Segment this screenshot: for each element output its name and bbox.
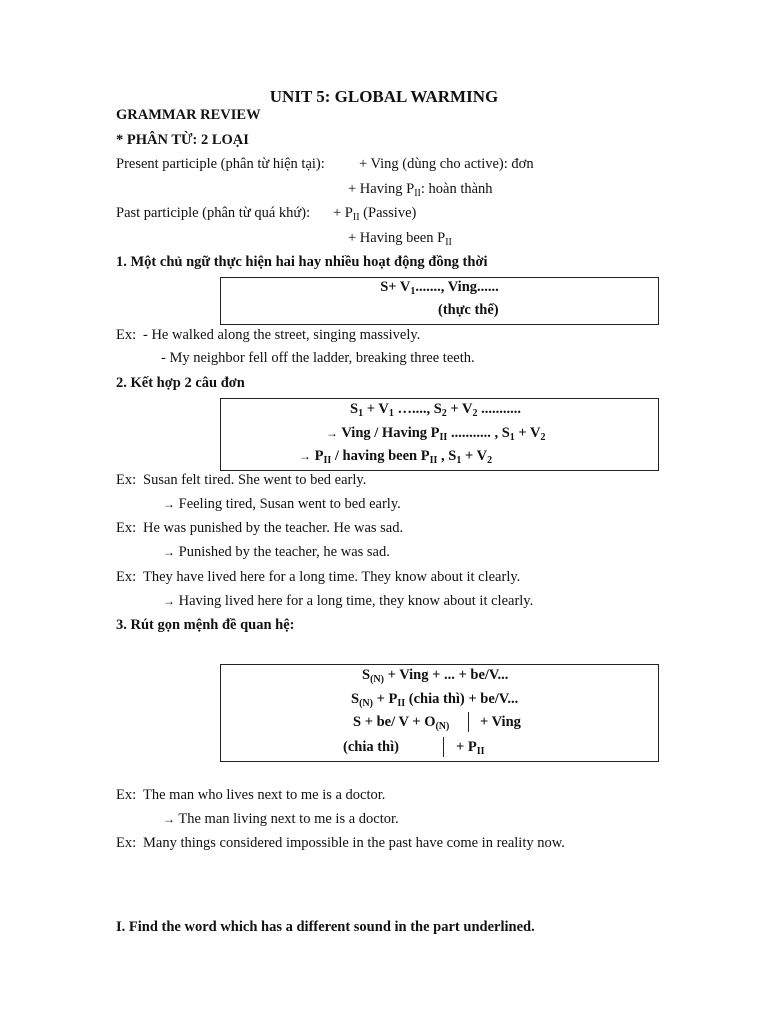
subscript: 1 — [388, 408, 394, 419]
exercise-heading: I. Find the word which has a different sound in the part underlined. — [116, 919, 535, 935]
section2-ex2-result — [163, 543, 390, 561]
text: The man living next to me is a doctor. — [178, 811, 399, 827]
section3-ex1-sentence: The man who lives next to me is a doctor. — [143, 787, 386, 803]
text: Feeling tired, Susan went to bed early. — [178, 496, 401, 512]
subscript: 2 — [472, 408, 478, 419]
text: + V — [363, 401, 389, 417]
past-participle-line2 — [348, 229, 452, 249]
subscript: II — [439, 432, 448, 443]
subscript: II — [414, 188, 421, 199]
text: …...., S — [393, 401, 442, 417]
section3-formula-row1 — [362, 666, 508, 686]
subscript: 1 — [410, 286, 416, 297]
subscript: (N) — [359, 698, 373, 709]
text: / having been P — [331, 448, 430, 464]
divider-bar-upper — [468, 712, 469, 732]
subscript: 2 — [487, 455, 493, 466]
subscript: II — [323, 455, 332, 466]
text: S + be/ V + O — [353, 714, 436, 730]
section1-ex-label: Ex: — [116, 327, 137, 343]
section2-formula-box — [220, 398, 659, 471]
section3-formula-box — [220, 664, 659, 762]
section1-formula-box — [220, 277, 659, 325]
subscript: II — [445, 237, 452, 248]
text: , S — [437, 448, 457, 464]
subscript: (N) — [370, 674, 384, 685]
section1-heading: 1. Một chủ ngữ thực hiện hai hay nhiều hoạt động đồng thời — [116, 254, 488, 270]
section3-formula-row2 — [351, 690, 518, 710]
section2-ex3-result — [163, 592, 533, 610]
text: S — [350, 401, 359, 417]
past-participle-label: Past participle (phân từ quá khứ): — [116, 205, 311, 221]
arrow-icon: → — [299, 449, 311, 463]
section2-ex2-sentence: He was punished by the teacher. He was sad. — [143, 520, 404, 536]
text: ......., Ving...... — [415, 279, 499, 295]
text: S+ V — [380, 279, 411, 295]
section2-ex3-sentence: They have lived here for a long time. They know about it clearly. — [143, 569, 521, 585]
section2-ex2-label: Ex: — [116, 520, 137, 536]
section1-example-2: - My neighbor fell off the ladder, breaking three teeth. — [161, 350, 475, 366]
subscript: II — [352, 212, 360, 223]
text: Ving / Having P — [338, 425, 440, 441]
text: Having lived here for a long time, they know about it clearly. — [178, 593, 534, 609]
text: ........... , S — [447, 425, 510, 441]
section2-formula-row1 — [350, 400, 521, 420]
text: ........... — [477, 401, 521, 417]
subscript: 1 — [358, 408, 364, 419]
section3-heading: 3. Rút gọn mệnh đề quan hệ: — [116, 617, 295, 633]
text: + P — [333, 205, 353, 221]
text: + Ving + ... + be/V... — [383, 667, 509, 683]
arrow-icon: → — [163, 497, 175, 511]
subscript: (N) — [435, 721, 450, 732]
section1-formula — [221, 278, 658, 298]
section2-formula-row3 — [299, 447, 492, 467]
arrow-icon: → — [163, 812, 175, 826]
section3-formula-row3 — [353, 713, 449, 733]
subscript: 2 — [540, 432, 546, 443]
section3-ex1-result — [163, 810, 399, 828]
section3-ex2-label: Ex: — [116, 835, 137, 851]
text: + V — [446, 401, 473, 417]
text: + P — [456, 739, 477, 755]
section3-formula-row3-right: + Ving — [480, 714, 521, 730]
present-participle-line1: + Ving (dùng cho active): đơn — [359, 156, 534, 172]
text: Punished by the teacher, he was sad. — [178, 544, 390, 560]
text: + Having been P — [348, 230, 446, 246]
section2-ex1-label: Ex: — [116, 472, 137, 488]
arrow-icon: → — [163, 594, 175, 608]
text: + Having P — [348, 181, 415, 197]
subscript: 1 — [456, 455, 462, 466]
arrow-icon: → — [163, 545, 175, 559]
section2-ex1-sentence: Susan felt tired. She went to bed early. — [143, 472, 367, 488]
subscript: II — [397, 698, 406, 709]
text: + V — [514, 425, 541, 441]
arrow-icon: → — [326, 426, 338, 440]
subscript: II — [476, 746, 485, 757]
text: P — [311, 448, 324, 464]
text: S — [362, 667, 371, 683]
subscript: 2 — [441, 408, 447, 419]
participle-heading: * PHÂN TỪ: 2 LOẠI — [116, 132, 249, 148]
section2-ex3-label: Ex: — [116, 569, 137, 585]
text: S — [351, 691, 360, 707]
section2-formula-row2 — [326, 424, 546, 444]
section3-formula-row4-left: (chia thì) — [343, 739, 399, 755]
section2-ex1-result — [163, 495, 401, 513]
text: (chia thì) + be/V... — [405, 691, 519, 707]
past-participle-line1 — [333, 204, 416, 224]
subscript: II — [429, 455, 438, 466]
divider-bar-lower — [443, 737, 444, 757]
present-participle-line2 — [348, 180, 493, 200]
text: (Passive) — [359, 205, 417, 221]
present-participle-label: Present participle (phân từ hiện tại): — [116, 156, 325, 172]
section3-ex2-sentence: Many things considered impossible in the past have come in reality now. — [143, 835, 565, 851]
page-title: UNIT 5: GLOBAL WARMING — [269, 87, 499, 106]
grammar-review-heading: GRAMMAR REVIEW — [116, 107, 261, 123]
text: + P — [372, 691, 398, 707]
subscript: 1 — [509, 432, 515, 443]
section1-example-1: - He walked along the street, singing massively. — [143, 327, 421, 343]
section3-ex1-label: Ex: — [116, 787, 137, 803]
text: + V — [461, 448, 488, 464]
section1-formula-note: (thực thể) — [438, 302, 499, 318]
section3-formula-row4-right — [456, 738, 485, 758]
section2-heading: 2. Kết hợp 2 câu đơn — [116, 375, 245, 391]
text: : hoàn thành — [420, 181, 493, 197]
